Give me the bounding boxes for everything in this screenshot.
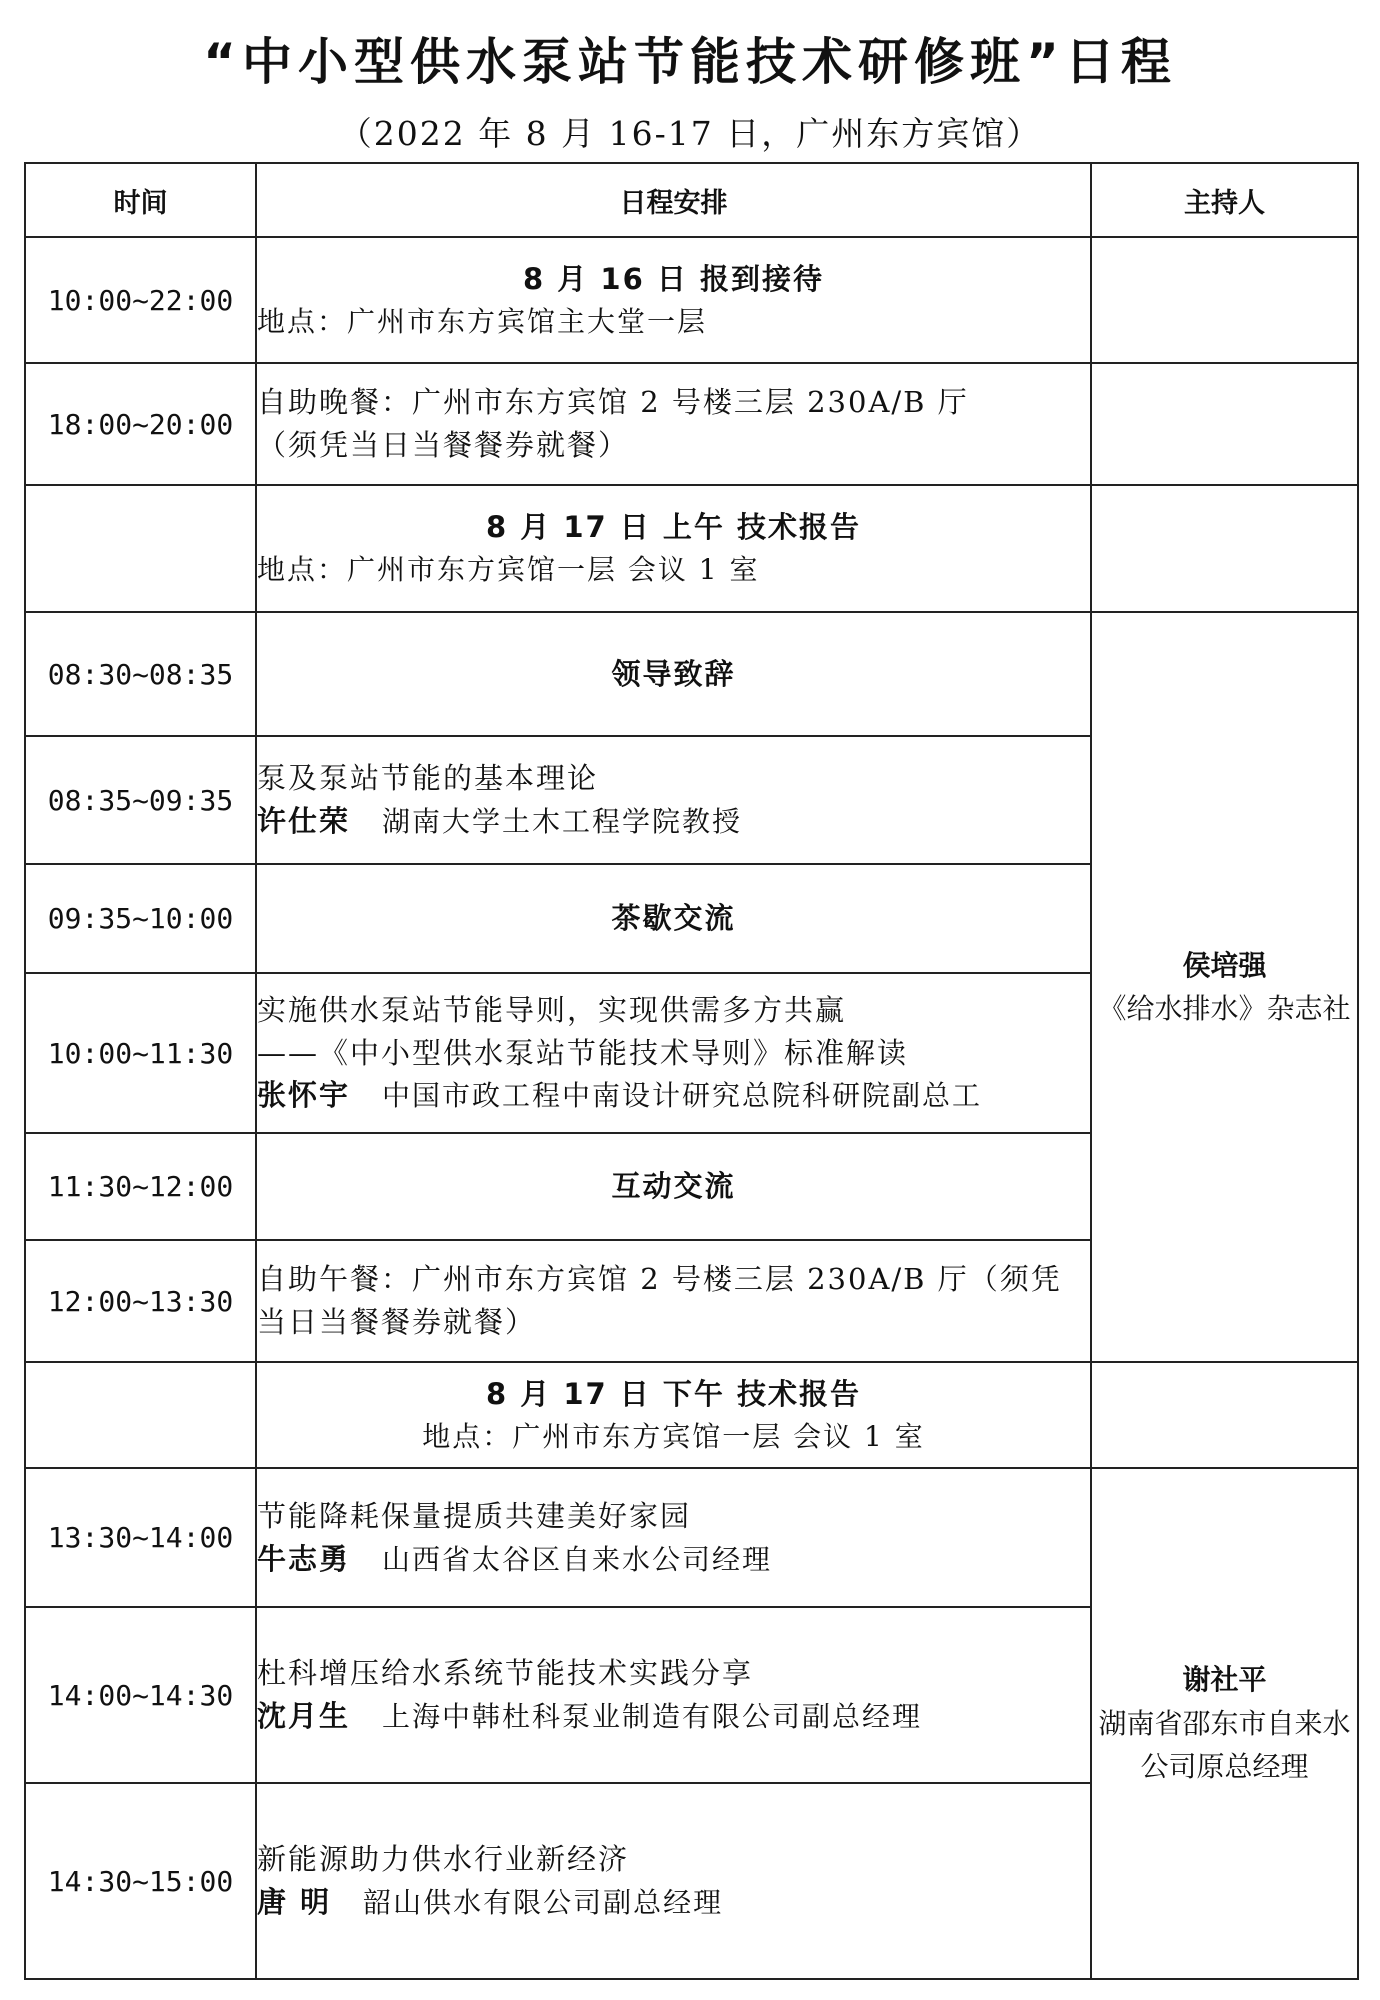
speaker-name: 沈月生 xyxy=(257,1699,351,1733)
location-text: 地点：广州市东方宾馆主大堂一层 xyxy=(257,304,708,338)
table-row xyxy=(25,237,1358,363)
row-time xyxy=(25,1362,256,1468)
row-time: 08:30~08:35 xyxy=(25,612,256,736)
row-time: 09:35~10:00 xyxy=(25,864,256,973)
row-agenda xyxy=(256,1468,1091,1607)
table-header-row xyxy=(25,163,1358,237)
row-time: 14:00~14:30 xyxy=(25,1607,256,1783)
host-org: 湖南省邵东市自来水公司原总经理 xyxy=(1098,1706,1351,1784)
row-agenda xyxy=(256,237,1091,363)
table-row xyxy=(25,612,1358,736)
table-row xyxy=(25,363,1358,485)
row-agenda xyxy=(256,1133,1091,1240)
session-heading: 茶歇交流 xyxy=(611,901,736,936)
header-host: 主持人 xyxy=(1091,163,1358,237)
speaker-affiliation: 韶山供水有限公司副总经理 xyxy=(363,1886,724,1919)
talk-topic: 泵及泵站节能的基本理论 xyxy=(257,761,599,796)
row-agenda xyxy=(256,1240,1091,1362)
row-agenda xyxy=(256,864,1091,973)
host-cell-empty xyxy=(1091,485,1358,612)
schedule-table xyxy=(24,162,1359,1980)
row-time: 14:30~15:00 xyxy=(25,1783,256,1979)
row-time: 18:00~20:00 xyxy=(25,363,256,485)
row-agenda xyxy=(256,485,1091,612)
row-agenda xyxy=(256,1783,1091,1979)
page-subtitle: （2022 年 8 月 16-17 日，广州东方宾馆） xyxy=(338,114,1042,153)
session-heading: 互动交流 xyxy=(611,1169,736,1204)
header-time: 时间 xyxy=(25,163,256,237)
host-cell-afternoon xyxy=(1091,1468,1358,1979)
table-row xyxy=(25,485,1358,612)
row-time: 10:00~11:30 xyxy=(25,973,256,1133)
row-time: 11:30~12:00 xyxy=(25,1133,256,1240)
row-time: 08:35~09:35 xyxy=(25,736,256,864)
speaker-affiliation: 湖南大学土木工程学院教授 xyxy=(382,805,743,838)
speaker-name: 唐 明 xyxy=(257,1885,332,1919)
table-row xyxy=(25,1468,1358,1607)
session-heading: 领导致辞 xyxy=(611,656,736,691)
host-cell-empty xyxy=(1091,363,1358,485)
speaker-name: 张怀宇 xyxy=(257,1078,351,1113)
row-time xyxy=(25,485,256,612)
talk-topic: 实施供水泵站节能导则，实现供需多方共赢 xyxy=(257,992,847,1027)
meal-line: 自助午餐：广州市东方宾馆 2 号楼三层 230A/B 厅（须凭 xyxy=(257,1262,1062,1297)
speaker-affiliation: 上海中韩杜科泵业制造有限公司副总经理 xyxy=(382,1700,923,1733)
table-row xyxy=(25,1362,1358,1468)
meal-note: 当日当餐餐券就餐） xyxy=(257,1305,537,1339)
host-name: 侯培强 xyxy=(1182,948,1267,982)
host-cell-empty xyxy=(1091,1362,1358,1468)
row-agenda xyxy=(256,736,1091,864)
speaker-name: 牛志勇 xyxy=(257,1541,351,1576)
meal-line: 自助晚餐：广州市东方宾馆 2 号楼三层 230A/B 厅 xyxy=(257,385,969,420)
talk-topic: 新能源助力供水行业新经济 xyxy=(257,1842,630,1877)
talk-topic: 节能降耗保量提质共建美好家园 xyxy=(257,1498,692,1533)
speaker-affiliation: 中国市政工程中南设计研究总院科研院副总工 xyxy=(382,1079,983,1113)
talk-topic: 杜科增压给水系统节能技术实践分享 xyxy=(257,1656,754,1691)
row-time: 10:00~22:00 xyxy=(25,237,256,363)
section-heading: 8 月 17 日 下午 技术报告 xyxy=(485,1376,862,1411)
row-agenda xyxy=(256,973,1091,1133)
section-heading: 8 月 17 日 上午 技术报告 xyxy=(485,510,862,545)
row-agenda xyxy=(256,363,1091,485)
location-text: 地点：广州市东方宾馆一层 会议 1 室 xyxy=(257,553,760,587)
row-time: 13:30~14:00 xyxy=(25,1468,256,1607)
talk-subtopic: ——《中小型供水泵站节能技术导则》标准解读 xyxy=(257,1035,909,1070)
host-name: 谢社平 xyxy=(1182,1663,1267,1697)
host-org: 《给水排水》杂志社 xyxy=(1098,992,1351,1025)
row-agenda xyxy=(256,1362,1091,1468)
meal-note: （须凭当日当餐餐券就餐） xyxy=(257,428,630,462)
row-agenda xyxy=(256,1607,1091,1783)
page-title: “中小型供水泵站节能技术研修班”日程 xyxy=(203,33,1177,91)
host-cell-morning xyxy=(1091,612,1358,1362)
row-time: 12:00~13:30 xyxy=(25,1240,256,1362)
host-cell-empty xyxy=(1091,237,1358,363)
speaker-affiliation: 山西省太谷区自来水公司经理 xyxy=(382,1542,773,1576)
header-agenda: 日程安排 xyxy=(256,163,1091,237)
location-text: 地点：广州市东方宾馆一层 会议 1 室 xyxy=(422,1419,925,1453)
speaker-name: 许仕荣 xyxy=(257,804,351,838)
section-heading: 8 月 16 日 报到接待 xyxy=(523,261,824,296)
row-agenda xyxy=(256,612,1091,736)
